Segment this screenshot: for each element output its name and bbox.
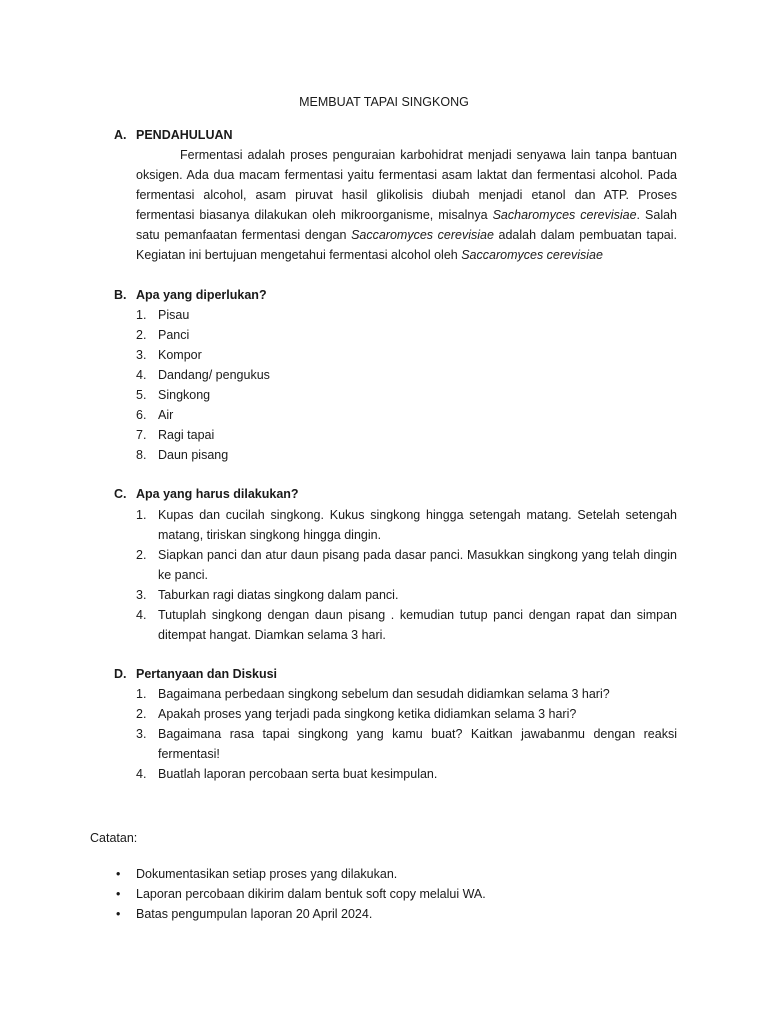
section-b-letter: B. — [114, 288, 127, 302]
section-c-heading — [114, 485, 299, 503]
item-text: Batas pengumpulan laporan 20 April 2024. — [136, 907, 373, 921]
bullet-icon: • — [116, 887, 121, 901]
list-item — [136, 405, 677, 425]
section-b-heading — [114, 286, 267, 304]
list-item — [136, 385, 677, 405]
item-text: Siapkan panci dan atur daun pisang pada dasar panci. Masukkan singkong yang telah dingin ke panci. — [158, 548, 677, 582]
list-item — [136, 325, 677, 345]
document-title: MEMBUAT TAPAI SINGKONG — [299, 95, 469, 109]
item-number: 2. — [136, 548, 147, 562]
notes-label: Catatan: — [90, 831, 138, 845]
section-d-letter: D. — [114, 667, 127, 681]
item-number: 1. — [136, 687, 147, 701]
item-number: 4. — [136, 368, 147, 382]
item-number: 6. — [136, 408, 147, 422]
list-item — [136, 365, 677, 385]
list-item — [136, 345, 677, 365]
list-item — [136, 305, 677, 325]
list-item — [136, 585, 677, 605]
list-item — [136, 425, 677, 445]
list-item — [136, 724, 677, 764]
item-text: Dokumentasikan setiap proses yang dilakukan. — [136, 867, 398, 881]
section-a-heading — [114, 126, 233, 144]
list-item — [136, 684, 677, 704]
intro-text-3: adalah dalam pembuatan tapai. Kegiatan ini bertujuan mengetahui fermentasi alcohol oleh — [136, 228, 678, 262]
item-number: 4. — [136, 608, 147, 622]
item-text: Kupas dan cucilah singkong. Kukus singkong hingga setengah matang. Setelah setengah matang, tiriskan singkong hingga dingin. — [158, 508, 677, 542]
list-item — [136, 704, 677, 724]
item-number: 8. — [136, 448, 147, 462]
item-number: 3. — [136, 727, 147, 741]
section-d-title: Pertanyaan dan Diskusi — [136, 667, 278, 681]
list-item — [114, 884, 486, 904]
item-text: Bagaimana rasa tapai singkong yang kamu buat? Kaitkan jawabanmu dengan reaksi fermentasi! — [158, 727, 677, 761]
intro-paragraph — [136, 145, 677, 265]
section-c-letter: C. — [114, 487, 127, 501]
item-text: Panci — [158, 328, 190, 342]
list-item — [136, 445, 677, 465]
materials-list — [136, 305, 677, 465]
item-number: 1. — [136, 308, 147, 322]
item-number: 2. — [136, 707, 147, 721]
list-item — [136, 505, 677, 545]
item-text: Taburkan ragi diatas singkong dalam panci. — [158, 588, 399, 602]
item-text: Singkong — [158, 388, 211, 402]
notes-list — [114, 864, 486, 924]
item-text: Apakah proses yang terjadi pada singkong ketika didiamkan selama 3 hari? — [158, 707, 577, 721]
intro-text-2: . Salah satu pemanfaatan fermentasi dengan — [136, 208, 677, 242]
item-text: Air — [158, 408, 174, 422]
list-item — [114, 904, 486, 924]
item-number: 3. — [136, 588, 147, 602]
item-number: 3. — [136, 348, 147, 362]
intro-italic-3: Saccaromyces cerevisiae — [461, 248, 603, 262]
item-text: Ragi tapai — [158, 428, 215, 442]
item-text: Tutuplah singkong dengan daun pisang . kemudian tutup panci dengan rapat dan simpan ditempat hangat. Diamkan selama 3 hari. — [158, 608, 677, 642]
item-text: Laporan percobaan dikirim dalam bentuk soft copy melalui WA. — [136, 887, 486, 901]
item-text: Buatlah laporan percobaan serta buat kesimpulan. — [158, 767, 438, 781]
item-text: Daun pisang — [158, 448, 229, 462]
item-text: Bagaimana perbedaan singkong sebelum dan sesudah didiamkan selama 3 hari? — [158, 687, 610, 701]
item-text: Pisau — [158, 308, 190, 322]
section-c-title: Apa yang harus dilakukan? — [136, 487, 299, 501]
intro-italic-2: Saccaromyces cerevisiae — [351, 228, 494, 242]
list-item — [136, 545, 677, 585]
list-item — [136, 764, 677, 784]
section-d-heading — [114, 665, 277, 683]
steps-list — [136, 505, 677, 645]
bullet-icon: • — [116, 867, 121, 881]
bullet-icon: • — [116, 907, 121, 921]
item-text: Dandang/ pengukus — [158, 368, 270, 382]
list-item — [136, 605, 677, 645]
item-number: 4. — [136, 767, 147, 781]
item-number: 7. — [136, 428, 147, 442]
intro-italic-1: Sacharomyces cerevisiae — [492, 208, 637, 222]
section-a-letter: A. — [114, 128, 127, 142]
item-text: Kompor — [158, 348, 202, 362]
item-number: 1. — [136, 508, 147, 522]
item-number: 2. — [136, 328, 147, 342]
questions-list — [136, 684, 677, 784]
section-b-title: Apa yang diperlukan? — [136, 288, 267, 302]
item-number: 5. — [136, 388, 147, 402]
list-item — [114, 864, 486, 884]
intro-text-1: Fermentasi adalah proses penguraian karbohidrat menjadi senyawa lain tanpa bantuan oksigen. Ada dua macam fermentasi yaitu fermentasi asam laktat dan fermentasi alcohol. Pada fermentasi alcohol, asam piruvat hasil glikolisis diubah menjadi etanol dan ATP. Proses fermentasi biasanya dilakukan oleh mikroorganisme, misalnya — [136, 148, 677, 222]
section-a-title: PENDAHULUAN — [136, 128, 233, 142]
